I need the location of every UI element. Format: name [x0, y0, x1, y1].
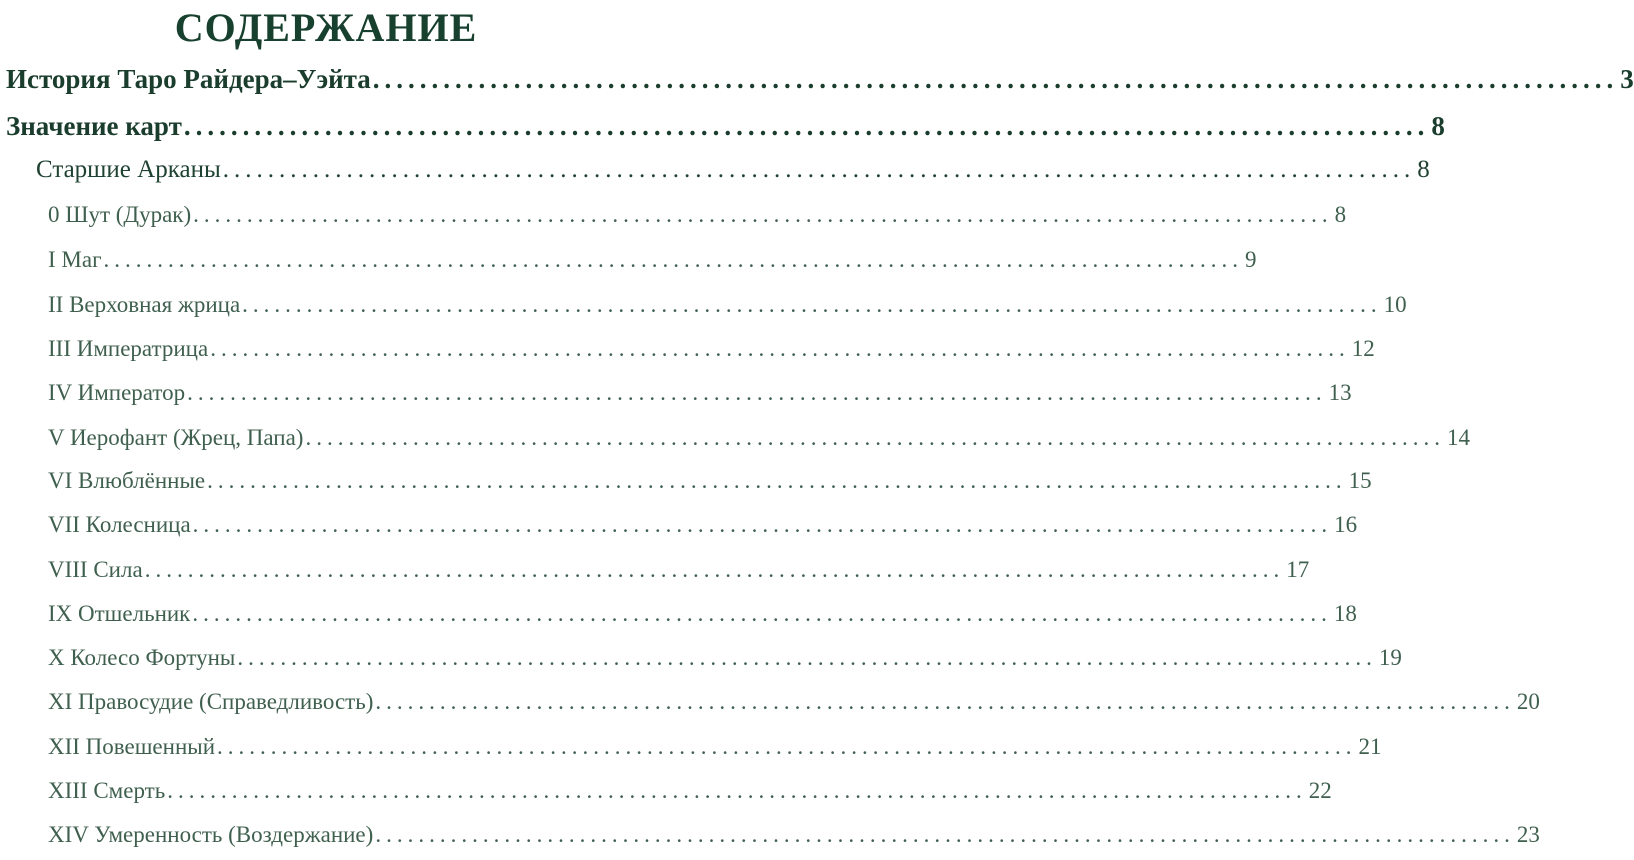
toc-entry-page: 3: [1620, 64, 1634, 94]
toc-entry-chariot: [48, 512, 1358, 537]
toc-entry-label: 0 Шут (Дурак): [48, 202, 192, 227]
toc-leader-dots: ..........................................................................................................: [237, 645, 1377, 670]
toc-entry-label: Старшие Арканы: [36, 156, 221, 183]
toc-entry-page: 19: [1378, 645, 1402, 670]
toc-entry-hierophant: [48, 425, 1470, 450]
toc-leader-dots: ..........................................................................................................: [183, 111, 1430, 141]
toc-leader-dots: ..........................................................................................................: [207, 468, 1347, 493]
toc-entry-label: XII Повешенный: [48, 734, 216, 759]
toc-entry-high-priestess: [48, 292, 1407, 317]
toc-entry-strength: [48, 557, 1310, 582]
toc-entry-label: VII Колесница: [48, 512, 191, 537]
toc-entry-page: 18: [1333, 601, 1357, 626]
toc-leader-dots: ..........................................................................................................: [242, 292, 1382, 317]
page-title: СОДЕРЖАНИЕ: [174, 5, 478, 50]
toc-entry-label: I Маг: [48, 247, 102, 272]
toc-leader-dots: ..........................................................................................................: [210, 336, 1350, 361]
toc-leader-dots: ..........................................................................................................: [103, 247, 1244, 272]
toc-entry-major-arcana: [36, 156, 1430, 183]
toc-entry-page: 12: [1351, 336, 1375, 361]
toc-leader-dots: ..........................................................................................................: [192, 601, 1332, 626]
toc-entry-justice: [48, 689, 1540, 714]
toc-entry-page: 15: [1348, 468, 1372, 493]
toc-entry-label: История Таро Райдера–Уэйта: [6, 64, 371, 94]
toc-entry-death: [48, 778, 1332, 803]
toc-entry-page: 10: [1383, 292, 1407, 317]
toc-entry-page: 8: [1417, 156, 1430, 183]
toc-entry-label: III Императрица: [48, 336, 209, 361]
toc-leader-dots: ..........................................................................................................: [372, 64, 1619, 94]
toc-entry-wheel-of-fortune: [48, 645, 1402, 670]
toc-entry-page: 8: [1334, 202, 1347, 227]
toc-entry-page: 13: [1328, 380, 1352, 405]
toc-entry-card-meanings: [6, 111, 1445, 141]
toc-entry-hanged-man: [48, 734, 1382, 759]
toc-entry-page: 8: [1431, 111, 1445, 141]
toc-entry-page: 9: [1245, 247, 1257, 272]
toc-entry-lovers: [48, 468, 1372, 493]
toc-entry-empress: [48, 336, 1375, 361]
toc-leader-dots: ..........................................................................................................: [305, 425, 1445, 450]
toc-leader-dots: ..........................................................................................................: [144, 557, 1285, 582]
toc-entry-label: II Верховная жрица: [48, 292, 241, 317]
toc-entry-page: 23: [1516, 822, 1540, 847]
toc-entry-hermit: [48, 601, 1357, 626]
toc-entry-page: 16: [1334, 512, 1358, 537]
toc-entry-label: VI Влюблённые: [48, 468, 206, 493]
toc-leader-dots: ..........................................................................................................: [217, 734, 1357, 759]
toc-entry-label: IV Император: [48, 380, 186, 405]
toc-leader-dots: ..........................................................................................................: [187, 380, 1327, 405]
toc-entry-page: 17: [1286, 557, 1310, 582]
toc-entry-history: [6, 64, 1634, 94]
toc-entry-label: V Иерофант (Жрец, Папа): [48, 425, 304, 450]
toc-entry-page: 20: [1516, 689, 1540, 714]
toc-leader-dots: ..........................................................................................................: [222, 156, 1416, 183]
toc-entry-label: IX Отшельник: [48, 601, 191, 626]
toc-entry-label: XIII Смерть: [48, 778, 166, 803]
toc-entry-fool: [48, 202, 1347, 227]
toc-entry-label: X Колесо Фортуны: [48, 645, 236, 670]
toc-entry-label: Значение карт: [6, 111, 182, 141]
toc-entry-emperor: [48, 380, 1352, 405]
toc-entry-label: XIV Умеренность (Воздержание): [48, 822, 374, 847]
toc-leader-dots: ..........................................................................................................: [375, 822, 1515, 847]
toc-entry-label: VIII Сила: [48, 557, 143, 582]
toc-entry-label: XI Правосудие (Справедливость): [48, 689, 374, 714]
toc-entry-page: 14: [1446, 425, 1470, 450]
toc-leader-dots: ..........................................................................................................: [167, 778, 1307, 803]
toc-entry-page: 21: [1358, 734, 1382, 759]
toc-entry-page: 22: [1308, 778, 1332, 803]
toc-leader-dots: ..........................................................................................................: [375, 689, 1515, 714]
toc-entry-magician: [48, 247, 1257, 272]
toc-leader-dots: ..........................................................................................................: [193, 202, 1333, 227]
toc-entry-temperance: [48, 822, 1540, 847]
toc-leader-dots: ..........................................................................................................: [192, 512, 1333, 537]
